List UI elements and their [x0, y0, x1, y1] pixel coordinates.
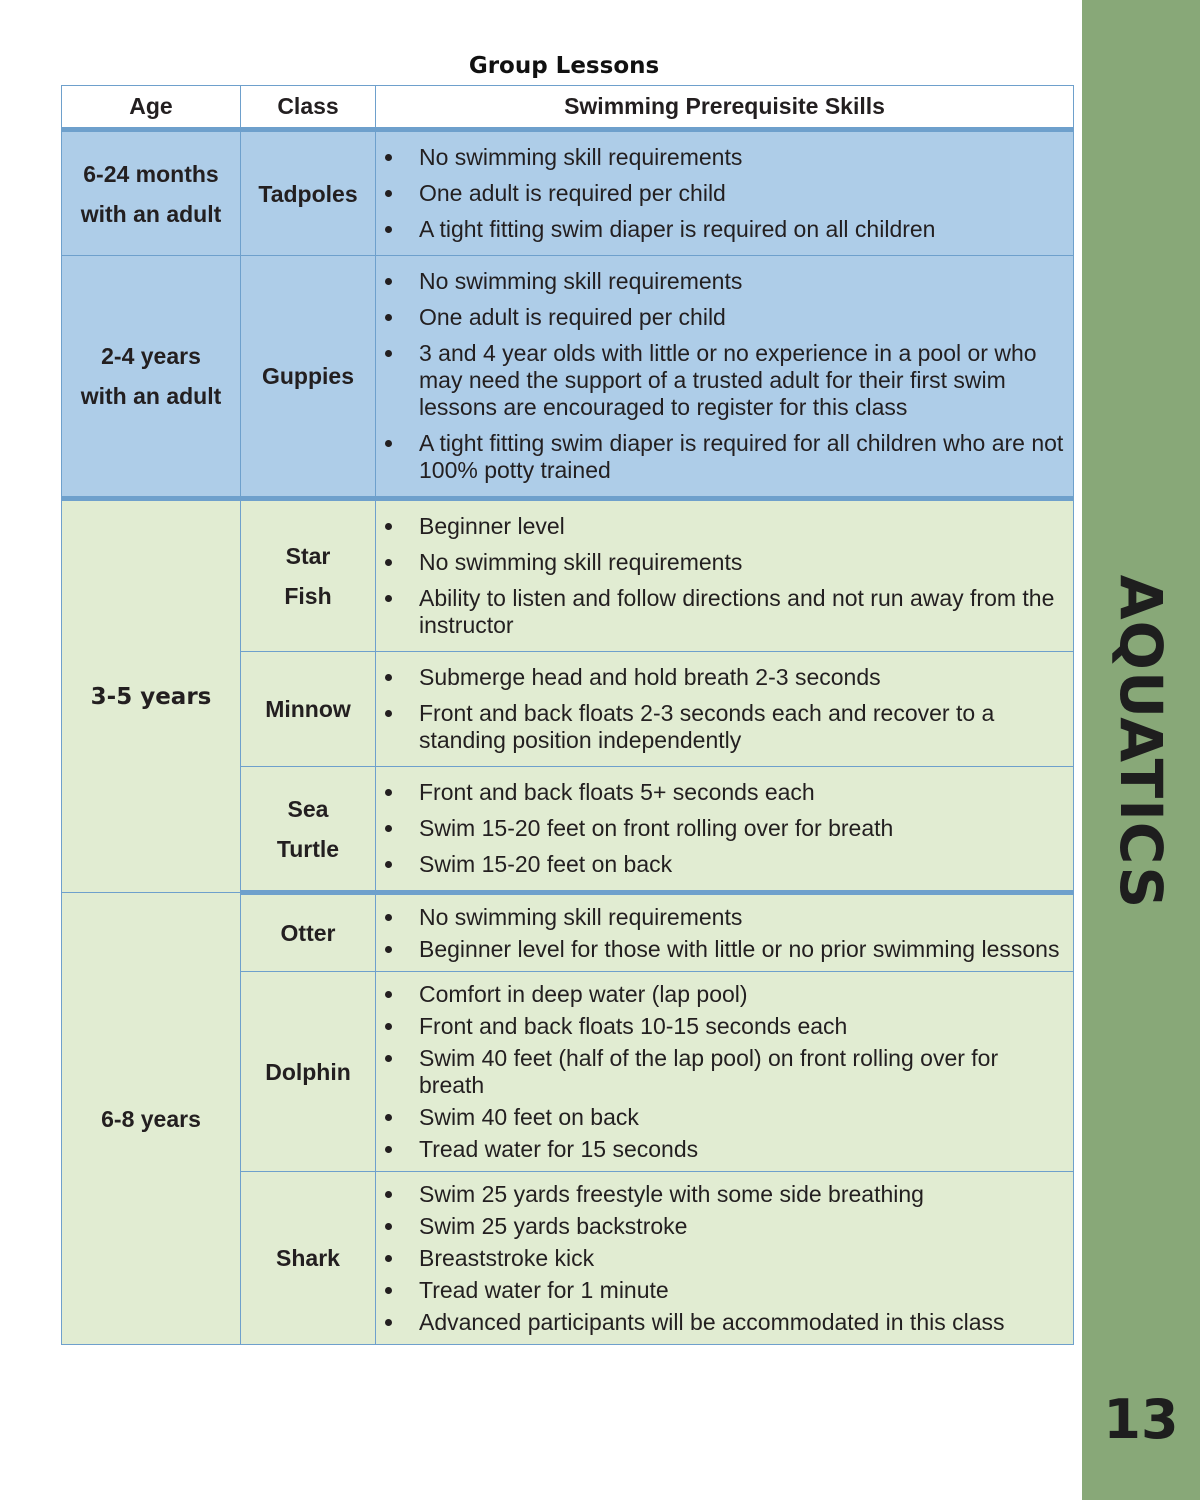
skill-item: Tread water for 1 minute [376, 1277, 1065, 1304]
age-line: 6-24 months [83, 160, 219, 187]
skill-item: No swimming skill requirements [376, 904, 1065, 931]
class-name: Shark [276, 1245, 340, 1271]
class-name: Turtle [276, 835, 340, 862]
skills-cell [376, 256, 1074, 499]
table-row [62, 893, 1074, 972]
skills-cell [376, 893, 1074, 972]
age-line: with an adult [80, 383, 222, 409]
skill-item: Swim 25 yards freestyle with some side breathing [376, 1181, 1065, 1208]
class-name-cell [241, 499, 376, 652]
skill-item: No swimming skill requirements [376, 144, 1065, 171]
table-row [62, 499, 1074, 652]
skill-item: Breaststroke kick [376, 1245, 1065, 1272]
class-name-cell [241, 972, 376, 1172]
class-name-cell [241, 893, 376, 972]
skill-item: One adult is required per child [376, 304, 1065, 331]
table-row [62, 130, 1074, 256]
skill-list [376, 972, 1065, 1171]
skill-item: Beginner level [376, 513, 1065, 540]
age-cell [62, 130, 241, 256]
skill-item: Swim 15-20 feet on back [376, 851, 1065, 878]
class-name-cell [241, 1172, 376, 1345]
skill-item: Swim 40 feet on back [376, 1104, 1065, 1131]
age-line: with an adult [80, 200, 222, 227]
class-name: Guppies [261, 363, 354, 389]
class-name: Tadpoles [258, 180, 358, 207]
skill-item: Front and back floats 2-3 seconds each and recover to a standing position independently [376, 700, 1065, 754]
class-name: Otter [280, 920, 336, 946]
skill-list [376, 895, 1065, 971]
age-line: 6-8 years [101, 1105, 201, 1132]
skill-list [376, 132, 1065, 255]
skill-item: Front and back floats 10-15 seconds each [376, 1013, 1065, 1040]
skill-item: Beginner level for those with little or no prior swimming lessons [376, 936, 1065, 963]
table-header-row [62, 86, 1074, 130]
class-name: Minnow [265, 696, 351, 722]
table-title: Group Lessons [468, 53, 660, 79]
skill-item: Tread water for 15 seconds [376, 1136, 1065, 1163]
class-name-cell [241, 767, 376, 893]
age-line: 3-5 years [90, 683, 212, 710]
class-name: Fish [284, 583, 332, 609]
class-name-cell [241, 652, 376, 767]
age-cell [62, 499, 241, 893]
skills-cell [376, 767, 1074, 893]
skill-item: Front and back floats 5+ seconds each [376, 779, 1065, 806]
class-name-cell [241, 256, 376, 499]
skill-item: No swimming skill requirements [376, 268, 1065, 295]
class-column-header: Class [241, 86, 376, 130]
age-cell [62, 256, 241, 499]
class-name: Sea [287, 795, 329, 822]
skill-item: Advanced participants will be accommodated in this class [376, 1309, 1065, 1336]
skill-list [376, 1172, 1065, 1344]
skill-item: Comfort in deep water (lap pool) [376, 981, 1065, 1008]
skills-cell [376, 499, 1074, 652]
skill-list [376, 652, 1065, 766]
skill-item: Swim 40 feet (half of the lap pool) on front rolling over for breath [376, 1045, 1065, 1099]
skill-item: One adult is required per child [376, 180, 1065, 207]
class-name: Star [285, 543, 331, 569]
age-line: 2-4 years [101, 343, 201, 369]
age-cell [62, 893, 241, 1345]
skill-list [376, 501, 1065, 651]
skill-item: Swim 15-20 feet on front rolling over for breath [376, 815, 1065, 842]
table-row [62, 256, 1074, 499]
skill-item: 3 and 4 year olds with little or no experience in a pool or who may need the support of a trusted adult for their first swim lessons are encouraged to register for this class [376, 340, 1065, 421]
skills-cell [376, 972, 1074, 1172]
page-number: 13 [1103, 1388, 1179, 1451]
class-name-cell [241, 130, 376, 256]
group-lessons-table [61, 85, 1074, 1345]
skills-cell [376, 652, 1074, 767]
section-label: AQUATICS [1107, 574, 1175, 910]
skill-item: Submerge head and hold breath 2-3 seconds [376, 664, 1065, 691]
skill-item: A tight fitting swim diaper is required for all children who are not 100% potty trained [376, 430, 1065, 484]
skills-cell [376, 1172, 1074, 1345]
skill-list [376, 767, 1065, 890]
age-column-header: Age [62, 86, 241, 130]
class-name: Dolphin [265, 1058, 351, 1085]
skill-item: A tight fitting swim diaper is required on all children [376, 216, 1065, 243]
skill-item: Swim 25 yards backstroke [376, 1213, 1065, 1240]
skill-item: No swimming skill requirements [376, 549, 1065, 576]
skill-list [376, 256, 1065, 496]
skills-column-header: Swimming Prerequisite Skills [376, 86, 1074, 130]
skills-cell [376, 130, 1074, 256]
skill-item: Ability to listen and follow directions and not run away from the instructor [376, 585, 1065, 639]
